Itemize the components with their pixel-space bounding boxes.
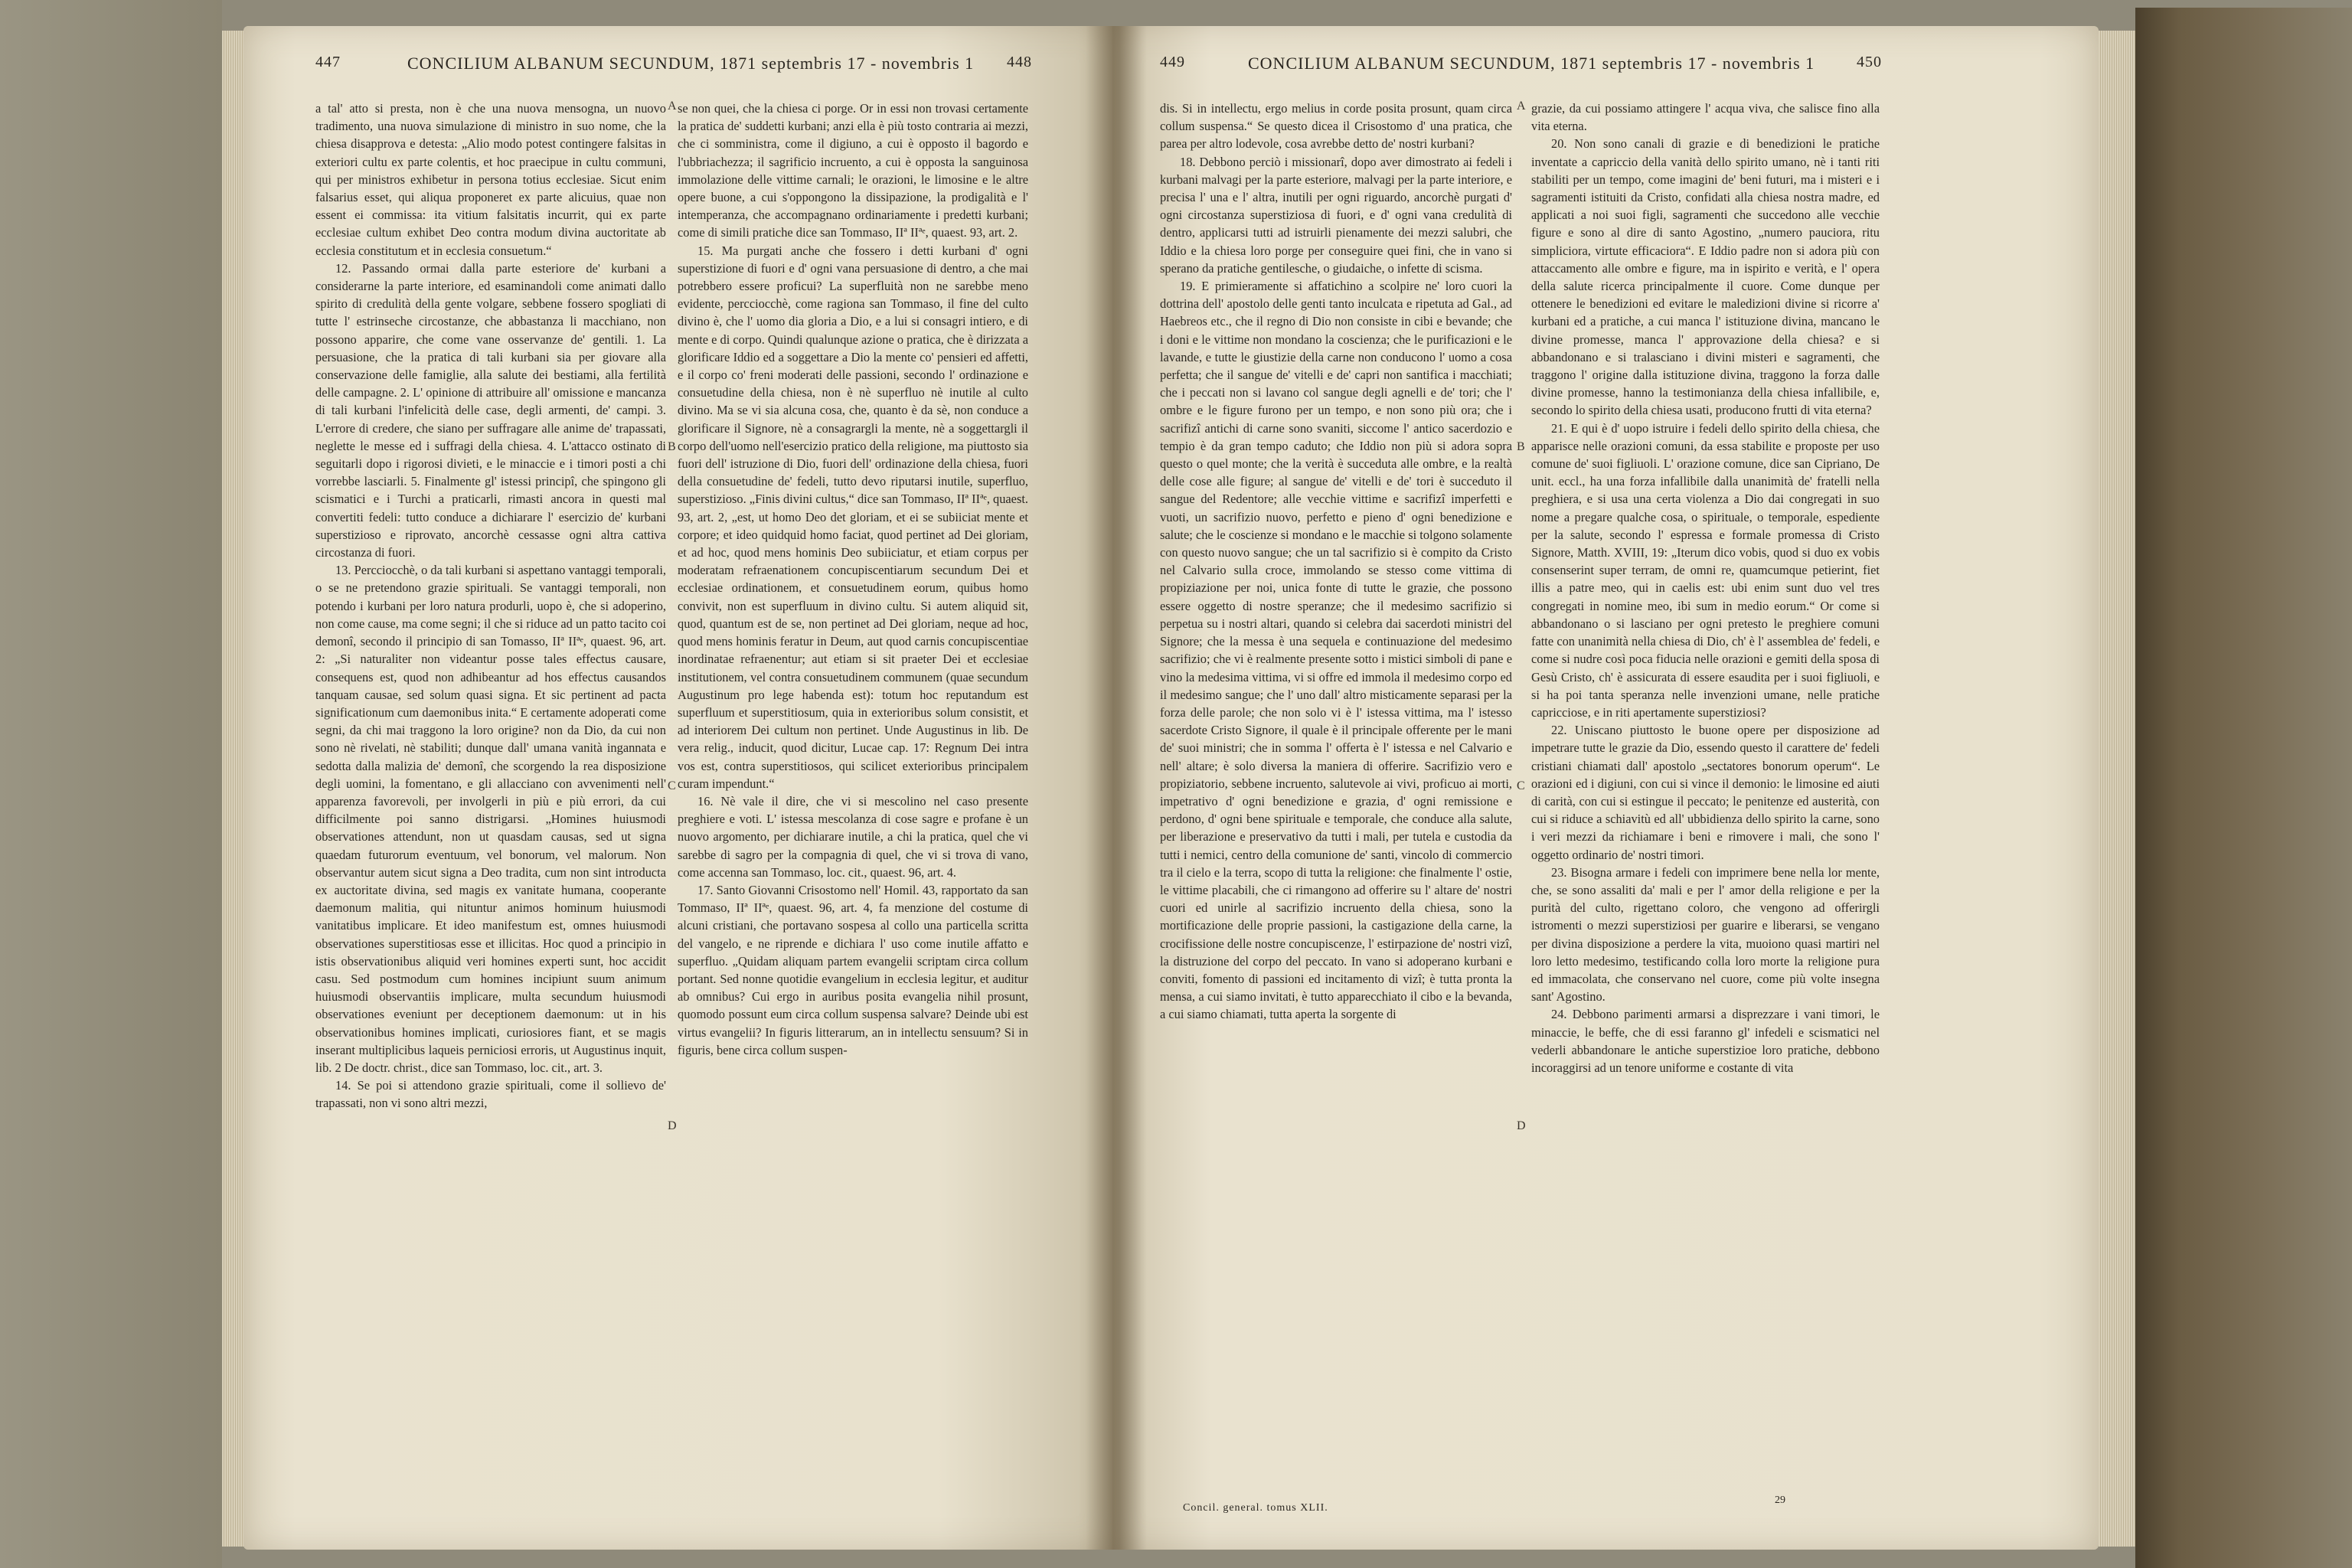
page-number-447: 447: [315, 54, 341, 70]
column-450: [1531, 100, 1880, 1076]
section-marker-d: D: [1517, 1119, 1526, 1132]
right-page-edges: [2099, 31, 2135, 1547]
section-marker-c: C: [1517, 779, 1525, 792]
paragraph: 17. Santo Giovanni Crisostomo nell' Homil. 43, rapportato da san Tommaso, IIª IIªᵉ, quaest. 96, art. 4, fa menzione del costume di alcuni cristiani, che portavano sospesa al collo una particella scritta del vangelo, e ne riprende e dichiara l' uso come inutile affatto e superfluo. „Quidam aliquam partem evangelii scriptam circa collum portant. Sed nonne quotidie evangelium in ecclesia legitur, et auditur ab omnibus? Cui ergo in auribus posita evangelia nihil prosunt, quomodo possunt eum circa collum suspensa salvare? Deinde ubi est virtus evangelii? In figuris litterarum, an in intellectu sensuum? Si in figuris, bene circa collum suspen-: [678, 882, 1028, 1057]
sheet-number: 29: [1775, 1494, 1785, 1506]
paragraph: 24. Debbono parimenti armarsi a disprezzare i vani timori, le minaccie, le beffe, che di essi faranno gl' infedeli e scismatici nel vederli abbandonare le antiche superstizioe loro pratiche, debbono incoraggirsi ad un tenore uniforme e costante di vita: [1531, 1007, 1880, 1075]
running-head-left: [315, 54, 1032, 81]
page-number-449: 449: [1160, 54, 1185, 70]
paragraph: 23. Bisogna armare i fedeli con imprimere bene nella lor mente, che, se sono assaliti da' mali e per l' amor della religione e per la purità del culto, rigettano coloro, che vengono ad offerirgli istromenti o mezzi superstiziosi per guarire e liberarsi, se vengano per divina disposizione a perdere la vita, muoiono quasi martiri nel loro letto medesimo, testificando colla loro morte la religione pura ed immacolata, che conservano nel cuore, come più volte insegna sant' Agostino.: [1531, 864, 1880, 1004]
page-number-450: 450: [1857, 54, 1882, 70]
paragraph: grazie, da cui possiamo attingere l' acqua viva, che salisce fino alla vita eterna.: [1531, 101, 1880, 134]
section-marker-d: D: [668, 1119, 677, 1132]
paragraph: 13. Percciocchè, o da tali kurbani si aspettano vantaggi temporali, o se ne pretendono grazie spirituali. Se vantaggi temporali, non potendo i kurbani per loro natura produrli, uopo è, che si adoperino, non come cause, ma come segni; il che si riduce ad un patto tacito coi demonî, secondo il principio di san Tomasso, IIª IIªᵉ, quaest. 96, art. 2: „Si naturaliter non videantur posse tales effectus causare, consequens est, quod non adhibeantur ad hos effectus causandos tanquam causae, sed solum quasi signa. Et sic pertinent ad pacta significationum cum daemonibus inita.“ E certamente adoperati come segni, da chi mai traggono la loro origine? non da Dio, da cui non sono nè rivelati, nè stabiliti; dunque dall' umana vanità ingannata e sedotta dalla malizia de' demonî, che scorgendo la rea disposizione degli uomini, la fomentano, e gli allacciano con avvenimenti nell' apparenza favorevoli, per involgerli in più e più errori, da cui difficilmente poi sanno distrigarsi. „Homines huiusmodi observationes attendunt, non ut quasdam causas, sed ut signa quaedam futurorum eventuum, vel bonorum, vel malorum. Non observantur autem sicut signa a Deo tradita, cum non sint introducta ex auctoritate divina, sed magis ex vanitate humana, cooperante daemonum malitia, qui nituntur animos hominum huiusmodi vanitatibus implicare. Et ideo manifestum est, omnes huiusmodi observationes superstitiosas esse et illicitas. Hoc quod a principio in istis observationibus aliquid veri homines experti sunt, hoc accidit casu. Sed postmodum cum homines incipiunt suum animum huiusmodi observantiis implicare, multa secundum huiusmodi observationes eveniunt per deceptionem daemonum: ut in his observationibus homines implicati, curiosiores fiant, et se magis inserant multiplicibus laqueis perniciosi erroris, ut Augustinus inquit, lib. 2 De doctr. christ., dice san Tommaso, loc. cit., art. 3.: [315, 563, 666, 1075]
running-head-right: [1160, 54, 1880, 81]
paragraph: 14. Se poi si attendono grazie spirituali, come il sollievo de' trapassati, non vi sono altri mezzi,: [315, 1078, 666, 1111]
section-marker-b: B: [1517, 440, 1525, 453]
desk-background: [0, 0, 222, 1568]
running-head-title-left: CONCILIUM ALBANUM SECUNDUM, 1871 septembris 17 - novembris 1: [407, 54, 975, 73]
paragraph: se non quei, che la chiesa ci porge. Or in essi non trovasi certamente la pratica de' suddetti kurbani; anzi ella è più tosto contraria ai mezzi, che ci somministra, come il digiuno, a cui è opposto il bagordo e l'ubbriachezza; il sagrificio incruento, a cui è opposta la sanguinosa immolazione delle vittime carnali; le orazioni, le limosine e le altre opere buone, a cui s'oppongono la dissipazione, la prodigalità e l' intemperanza, che accompagnano ordinariamente i predetti kurbani; come di simili pratiche dice san Tommaso, IIª IIªᵉ, quaest. 93, art. 2.: [678, 101, 1028, 240]
paragraph: 19. E primieramente si affatichino a scolpire ne' loro cuori la dottrina dell' apostolo delle genti tanto inculcata e ripetuta ad Gal., ad Haebreos etc., che il regno di Dio non consiste in cibi e bevande; che i doni e le vittime non mondano la coscienza; che le purificazioni e le lavande, e tutte le giustizie della carne non conducono l' uomo a cosa perfetta; che il sangue de' vitelli e de' capri non santifica i macchiati; che i peccati non si lavano col sangue degli agnelli e de' tori; che l' ombre e le figure furono per un tempo, e non sono più ora; che i sacrifizî antichi di carne sono svaniti, siccome l' antico sacerdozio e tempio è da gran tempo caduto; che Iddio non più si adora sopra questo o quel monte; che la verità è succeduta alle ombre, e la realtà delle cose alle figure; al sangue de' vitelli e de' tori è succeduto il sangue del Redentore; alle vecchie vittime e sacrifizî imperfetti e vuoti, un sacrifizio nuovo, perfetto e pieno d' ogni benedizione e salute; che le coscienze si mondano e le macchie si tolgono solamente con questo nuovo sangue; che un tal sacrifizio si è compito da Cristo nel Calvario sulla croce, immolando se stesso come vittima di propiziazione per noi, unica fonte di tutte le grazie, che possono essere oggetto di nostre speranze; che il medesimo sacrifizio si perpetua su i nostri altari, quando si celebra dai sacerdoti ministri del Signore; che la messa è una sequela e continuazione del medesimo sacrifizio; che vi è realmente presente sotto i mistici simboli di pane e vino la medesima vittima, vi si offre ed immola il medesimo corpo ed il medesimo sangue; che l' uno dall' altro misticamente separasi per la forza delle parole; che non solo vi è l' istessa vittima, ma l' istesso sacerdote Cristo Signore, il quale è il principale offerente per le mani de' suoi ministri; che in somma l' offerta è l' istessa e nel Calvario e nell' altare; è solo diversa la maniera di offerire. Sacrifizio vero e propiziatorio, sebbene incruento, salutevole ai vivi, proficuo ai morti, impetrativo d' ogni benedizione e grazia, d' ogni remissione e perdono, d' ogni bene spirituale e temporale, che conduce alla salute, per liberazione e preservativo da tutti i mali, per tutela e custodia da tutti i nemici, centro della comunione de' santi, vincolo di commercio tra il cielo e la terra, scopo di tutta la religione: che finalmente l' ostie, le vittime placabili, che ci rimangono ad offerire su l' altare de' nostri cuori ed unirle al sacrifizio incruento della chiesa, sono la mortificazione delle proprie passioni, la castigazione della carne, la crocifissione delle nostre concupiscenze, l' estirpazione de' nostri vizî, la distruzione del corpo del peccato. In vano si adoperano kurbani e conviti, fomento di passioni ed incitamento di vizî; è tutta pronta la mensa, a cui siamo invitati, è tutto apparecchiato il cibo e la bevanda, a cui siamo chiamati, tutta aperta la sorgente di: [1160, 279, 1512, 1022]
book-cover-edge: [2135, 8, 2352, 1568]
paragraph: 16. Nè vale il dire, che vi si mescolino nel caso presente preghiere e voti. L' istessa mescolanza di cose sagre e profane è un nuovo argomento, per dichiarare inutile, a chi la pratica, quel che vi sarebbe di sagro per la compagnia di quel, che vi si trova di vano, come accenna san Tommaso, loc. cit., quaest. 96, art. 4.: [678, 793, 1028, 880]
paragraph: 22. Uniscano piuttosto le buone opere per disposizione ad impetrare tutte le grazie da Dio, essendo questo il carattere de' fedeli cristiani chiamati dall' apostolo „sectatores bonorum operum“. Le orazioni ed i digiuni, con cui si vince il demonio: le limosine ed aiuti di carità, con cui si estingue il peccato; le penitenze ed austerità, con cui si riduce a schiavitù ed all' ubbidienza dello spirito la carne, sono i veri mezzi da richiamare i beni e rimovere i mali, che sono l' oggetto ordinario de' nostri timori.: [1531, 723, 1880, 862]
paragraph: 21. E qui è d' uopo istruire i fedeli dello spirito della chiesa, che apparisce nelle orazioni comuni, da essa stabilite e proposte per uso comune de' suoi figliuoli. L' orazione comune, dice san Cipriano, De unit. eccl., ha una forza infallibile dalla unanimità de' fratelli nella preghiera, e si usa una certa violenza a Dio dai congregati in suo nome a pregare qualche cosa, o spirituale, o temporale, espediente per la salute, secondo l' espressa e formale promessa di Cristo Signore, Matth. XVIII, 19: „Iterum dico vobis, quod si duo ex vobis consenserint super terram, de omni re, quamcumque petierint, fiet illis a patre meo, qui in caelis est: ubi enim sunt duo vel tres congregati in nomine meo, ibi sum in medio eorum.“ Or come si abbandonano o si lasciano per ogni pretesto le preghiere comuni fatte con unanimità nella chiesa di Dio, ch' è l' assemblea de' fedeli, e come si nudre così poca fiducia nelle orazioni e gemiti della sposa di Gesù Cristo, ch' è assicurata di essere esaudita per i suoi figliuoli, e si ha poi tanta speranza nelle invenzioni umane, nelle pratiche capricciose, e in riti apertamente superstiziosi?: [1531, 420, 1880, 720]
column-447: [315, 100, 666, 1112]
paragraph: 12. Passando ormai dalla parte esteriore de' kurbani a considerarne la parte interiore, ed esaminandoli come animati dallo spirito di credulità della gente volgare, sebbene fossero spogliati di tutte l' estrinseche circostanze, che abbastanza li macchiano, non possono apparire, che come vane osservanze de' gentili. 1. La persuasione, che la pratica di tali kurbani sia per giovare alla conservazione delle famiglie, alla salute dei bestiami, alla fertilità delle campagne. 2. L' opinione di attribuire all' omissione e mancanza di tali kurbani l'infelicità delle case, degli armenti, de' campi. 3. L'errore di credere, che siano per suffragare alle anime de' trapassati, neglette le messe ed i suffragi della chiesa. 4. L'attacco ostinato di seguitarli dopo i rigorosi divieti, e le minaccie e i timori posti a chi vorrebbe lasciarli. 5. Finalmente gl' istessi principî, che spingono gli scismatici e i Turchi a praticarli, rimasti ancora in questi mal convertiti fedeli: tutto conduce a dichiarare l' esercizio de' kurbani superstizioso e riprovato, ancorchè cessasse ogni altra cattiva circostanza di fuori.: [315, 260, 666, 560]
page-number-448: 448: [1007, 54, 1032, 70]
section-marker-c: C: [668, 779, 676, 792]
paragraph: dis. Si in intellectu, ergo melius in corde posita prosunt, quam circa collum suspensa.“ Se questo dicea il Crisostomo d' una pratica, che parea per altro lodevole, cosa avrebbe detto de' nostri kurbani?: [1160, 101, 1512, 152]
column-448: [678, 100, 1028, 1059]
section-marker-a: A: [668, 100, 677, 113]
book-gutter: [1086, 26, 1147, 1550]
section-marker-b: B: [668, 440, 676, 453]
paragraph: 15. Ma purgati anche che fossero i detti kurbani d' ogni superstizione di fuori e d' ogni vana persuasione di dentro, a che mai potrebbero essere proficui? La superfluità non ne sarebbe meno evidente, percciocchè, come ragiona san Tommaso, il fine del culto divino è, che l' uomo dia gloria a Dio, e a lui si consagri intiero, e di mente e di corpo. Quindi qualunque azione o pratica, che è dirizzata a glorificare Iddio ed a soggettare a Dio la mente co' pensieri ed affetti, e il corpo co' freni moderati delle passioni, secondo l' ordinazione e consuetudine della chiesa, non è nè superfluo nè inutile al culto divino. Ma se vi sia alcuna cosa, che, quanto è da sè, non conduce a glorificare il Signore, nè a consagrargli la mente, nè a soggettargli il corpo dell'uomo nell'esercizio pratico della religione, ma piuttosto sia fuori dell' istruzione di Dio, fuori dell' ordinazione della chiesa, fuori della consuetudine de' fedeli, tutto devo riputarsi inutile, superfluo, superstizioso. „Finis divini cultus,“ dice san Tommaso, IIª IIªᵉ, quaest. 93, art. 2, „est, ut homo Deo det gloriam, et ei se subiiciat mente et corpore; et ideo quidquid homo faciat, quod pertinet ad Dei gloriam, et ad hoc, quod mens hominis Deo subiiciatur, et etiam corpus per moderatam refraenationem concupiscentiarum secundum Dei et ecclesiae ordinationem, et consuetudinem eorum, quibus homo convivit, non est superfluum in divino cultu. Si autem aliquid sit, quod, quantum est de se, non pertinet ad Dei gloriam, neque ad hoc, quod mens hominis feratur in Deum, aut quod carnis concupiscentiae inordinatae refraenentur; aut etiam si sit praeter Dei et ecclesiae institutionem, vel contra consuetudinem communem (quae secundum Augustinum pro lege habenda est): totum hoc reputandum est superfluum et superstitiosum, quia in exterioribus solum consistit, et ad interiorem Dei cultum non pertinet. Unde Augustinus in lib. De vera relig., inducit, quod dicitur, Lucae cap. 17: Regnum Dei intra vos est, contra superstitiosos, qui scilicet exterioribus principalem curam impendunt.“: [678, 243, 1028, 791]
running-head-title-right: CONCILIUM ALBANUM SECUNDUM, 1871 septembris 17 - novembris 1: [1248, 54, 1815, 73]
paragraph: 18. Debbono perciò i missionarî, dopo aver dimostrato ai fedeli i kurbani malvagi per la parte esteriore, malvagi per la parte interiore, e precisa l' una e l' altra, inutili per ogni riguardo, ancorchè purgati d' ogni circostanza superstiziosa di fuori, e d' ogni vana credulità di dentro, applicarsi tutti ad istruirli pienamente dei mezzi salubri, che Iddio e la chiesa loro porge per conseguire quei fini, che in vano si sperano da pratiche gentilesche, o giudaiche, o infette di scisma.: [1160, 154, 1512, 276]
column-449: [1160, 100, 1512, 1024]
signature-mark: Concil. general. tomus XLII.: [1183, 1502, 1328, 1514]
paragraph: 20. Non sono canali di grazie e di benedizioni le pratiche inventate a capriccio della vanità dello spirito umano, nè i tanti riti stabiliti per un tempo, come imagini de' beni futuri, ma i misteri e i sagramenti istituiti da Cristo, confidati alla chiesa nostra madre, ed applicati a noi suoi figli, sagramenti che succedono alle vecchie figure e sono al dire di santo Agostino, „numero pauciora, ritu simpliciora, virtute efficaciora“. E Iddio padre non si adora più con attaccamento alle ombre e figure, ma in ispirito e verità, e l' opera della salute ricerca principalmente il cuore. Come dunque per ottenere le benedizioni ed evitare le maledizioni divine si ricorre a' kurbani ed a pratiche, a cui manca l' istituzione divina, mancano le divine promesse, manca l' approvazione della chiesa? e si abbandonano e si tralasciano i divini misteri e sagramenti, che traggono l' origine dalla istituzione divina, traggono la forza dalle divine promesse, hanno la testimonianza della chiesa infallibile, e, secondo lo spirito della chiesa usati, producono frutti di vita eterna?: [1531, 136, 1880, 418]
paragraph: a tal' atto si presta, non è che una nuova mensogna, un nuovo tradimento, una nuova simulazione di ministro in suo nome, che la chiesa disapprova e detesta: „Alio modo potest contingere falsitas in exteriori cultu ex parte colentis, et hoc praecipue in cultu communi, qui per ministros exhibetur in persona totius ecclesiae. Sicut enim falsarius esset, qui aliqua proponeret ex parte alicuius, quae non essent ei commissa: ita vitium falsitatis incurrit, qui ex parte ecclesiae cultum exhibet Deo contra modum divina auctoritate ab ecclesia constitutum et in ecclesia consuetum.“: [315, 101, 666, 258]
section-marker-a: A: [1517, 100, 1526, 113]
